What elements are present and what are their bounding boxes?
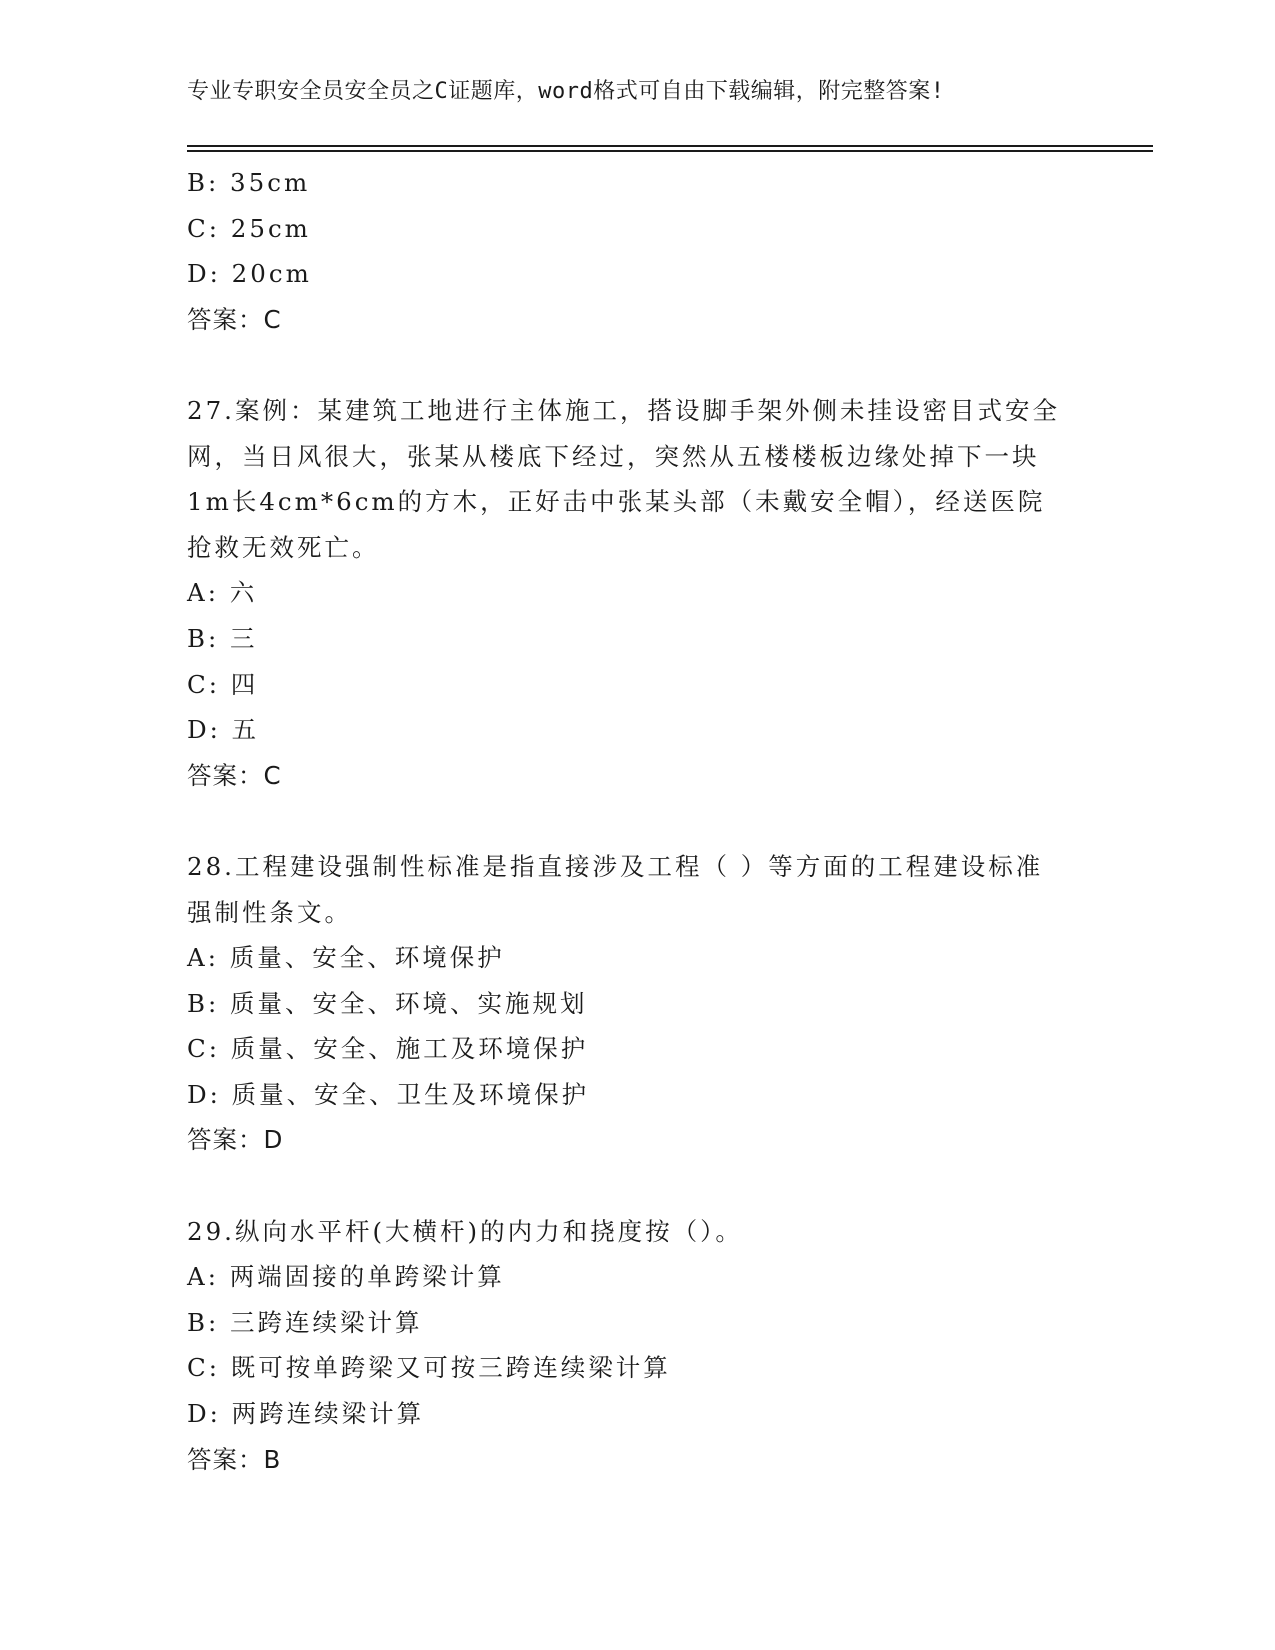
header-rule-top: [187, 145, 1153, 147]
question-26-tail: [187, 160, 1087, 342]
option-b: B: 三: [187, 623, 258, 653]
option-b: B: 质量、安全、环境、实施规划: [187, 988, 588, 1018]
answer: 答案：C: [187, 760, 282, 790]
answer: 答案：C: [187, 304, 282, 334]
option-a: A: 两端固接的单跨梁计算: [187, 1262, 505, 1292]
option-d: D: 两跨连续梁计算: [187, 1399, 425, 1429]
question-28: [187, 844, 1087, 1163]
option-d: D: 质量、安全、卫生及环境保护: [187, 1079, 590, 1109]
header-rule-bottom: [187, 150, 1153, 152]
answer: 答案：B: [187, 1444, 282, 1474]
question-stem: 28.工程建设强制性标准是指直接涉及工程（ ）等方面的工程建设标准强制性条文。: [187, 851, 1044, 927]
option-c: C: 既可按单跨梁又可按三跨连续梁计算: [187, 1353, 671, 1383]
answer: 答案：D: [187, 1125, 284, 1155]
option-d: D: 20cm: [187, 259, 312, 289]
option-b: B: 三跨连续梁计算: [187, 1307, 423, 1337]
option-c: C: 四: [187, 669, 259, 699]
question-stem: 29.纵向水平杆(大横杆)的内力和挠度按（）。: [187, 1216, 743, 1246]
option-c: C: 质量、安全、施工及环境保护: [187, 1034, 589, 1064]
option-a: A: 六: [187, 578, 258, 608]
question-stem: 27.案例：某建筑工地进行主体施工，搭设脚手架外侧未挂设密目式安全网，当日风很大，张某从楼底下经过，突然从五楼楼板边缘处掉下一块1m长4cm*6cm的方木，正好击中张某头部（未戴安全帽），经送医院抢救无效死亡。: [187, 395, 1060, 562]
question-29: [187, 1209, 1087, 1483]
document-header: 专业专职安全员安全员之C证题库，word格式可自由下载编辑，附完整答案!: [187, 79, 945, 104]
option-c: C: 25cm: [187, 213, 311, 243]
option-b: B: 35cm: [187, 168, 311, 197]
question-27: [187, 388, 1087, 798]
option-d: D: 五: [187, 715, 260, 745]
option-a: A: 质量、安全、环境保护: [187, 943, 505, 973]
document-body: [187, 160, 1087, 1482]
